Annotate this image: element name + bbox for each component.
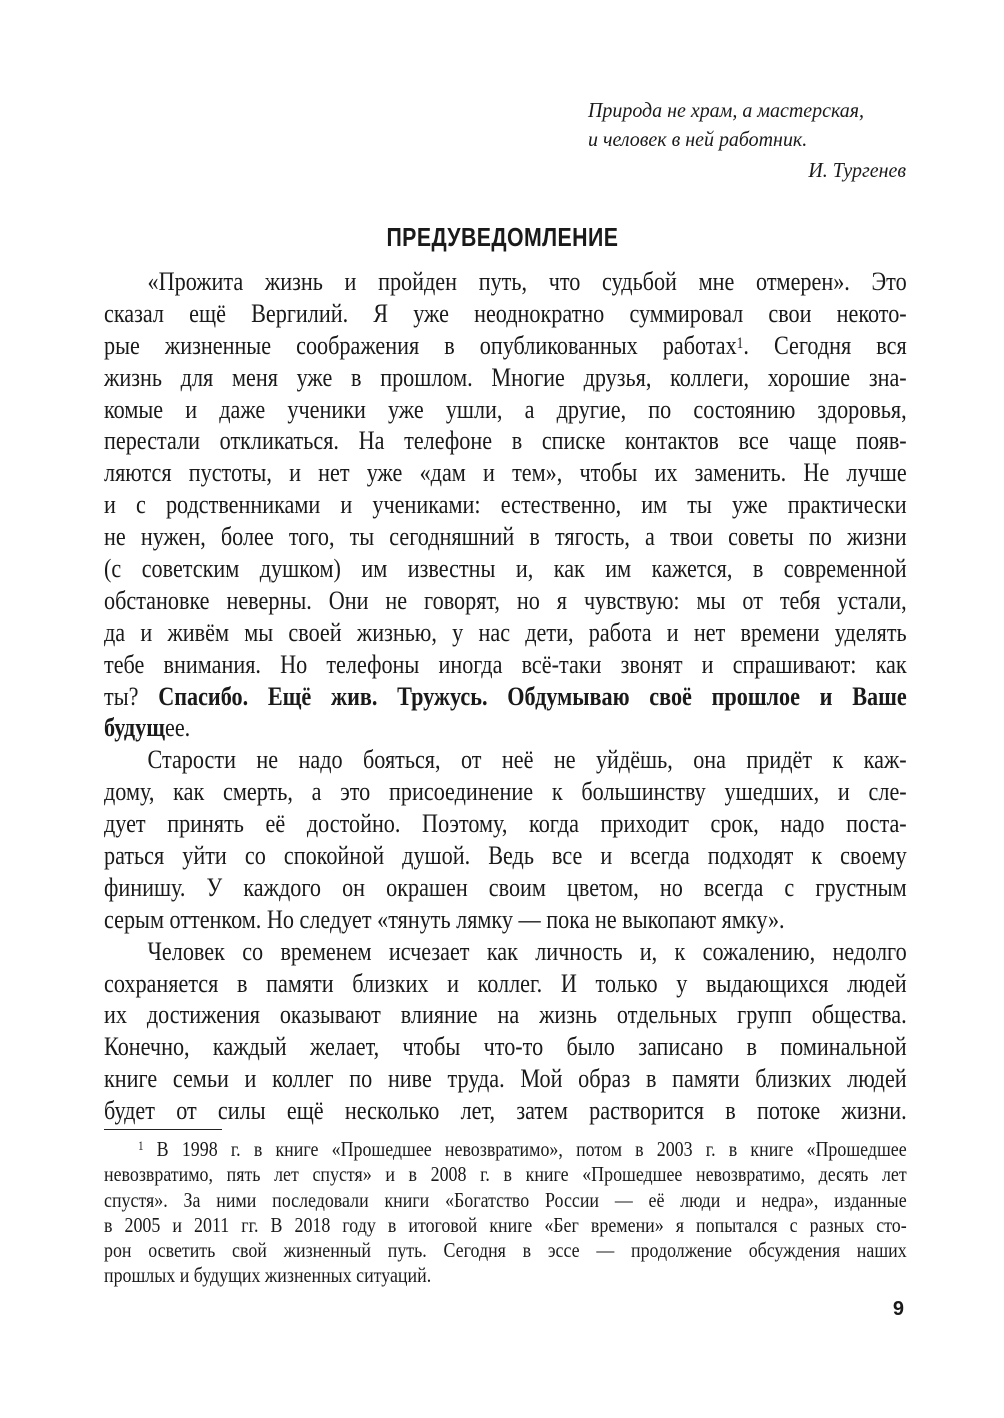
text-segment: сохраняется в памяти близких и коллег. И только у выдающихся людей bbox=[104, 968, 907, 998]
text-line bbox=[104, 617, 907, 649]
text-segment: перестали откликаться. На телефоне в списке контактов все чаще появ- bbox=[104, 426, 907, 456]
text-segment: дому, как смерть, а это присоединение к большинству ушедших, и сле- bbox=[104, 777, 907, 807]
text-line bbox=[104, 457, 907, 489]
text-line bbox=[104, 999, 907, 1031]
footnote-line bbox=[104, 1137, 907, 1162]
text-segment: сказал ещё Вергилий. Я уже неоднократно суммировал свои некото- bbox=[104, 298, 907, 328]
text-line bbox=[104, 330, 907, 362]
footnote-line bbox=[104, 1263, 907, 1288]
text-segment: в 2005 и 2011 гг. В 2018 году в итоговой книге «Бег времени» я попытался с разных сто- bbox=[104, 1212, 907, 1237]
text-line bbox=[104, 585, 907, 617]
text-segment: . Сегодня вся bbox=[743, 330, 907, 360]
text-segment: Человек со временем исчезает как личность и, к сожалению, недолго bbox=[147, 936, 907, 966]
text-line bbox=[104, 681, 907, 713]
text-segment: дует принять её достойно. Поэтому, когда приходит срок, надо поста- bbox=[104, 809, 907, 839]
text-segment: их достижения оказывают влияние на жизнь отдельных групп общества. bbox=[104, 1000, 907, 1030]
chapter-title bbox=[0, 222, 1004, 253]
text-segment: обстановке неверны. Они не говорят, но я чувствую: мы от тебя устали, bbox=[104, 585, 907, 615]
text-segment: рон осветить свой жизненный путь. Сегодня в эссе — продолжение обсуждения наших bbox=[104, 1238, 907, 1263]
text-line bbox=[104, 298, 907, 330]
text-segment: Старости не надо бояться, от неё не уйдёшь, она придёт к каж- bbox=[147, 745, 907, 775]
text-line bbox=[104, 425, 907, 457]
text-segment: серым оттенком. Но следует «тянуть лямку — пока не выкопают ямку». bbox=[104, 904, 785, 934]
text-segment: раться уйти со спокойной душой. Ведь все и всегда подходят к своему bbox=[104, 841, 907, 871]
text-line bbox=[104, 649, 907, 681]
epigraph bbox=[588, 96, 906, 185]
text-segment: будет от силы ещё несколько лет, затем растворится в потоке жизни. bbox=[104, 1096, 907, 1126]
text-line bbox=[104, 553, 907, 585]
text-line bbox=[104, 776, 907, 808]
text-segment: прошлых и будущих жизненных ситуаций. bbox=[104, 1263, 432, 1288]
text-segment: и с родственниками и учениками: естественно, им ты уже практически bbox=[104, 490, 907, 520]
text-segment: да и живём мы своей жизнью, у нас дети, работа и нет времени уделять bbox=[104, 617, 907, 647]
text-segment: комые и даже ученики уже ушли, а другие, по состоянию здоровья, bbox=[104, 394, 907, 424]
bold-text: Спасибо. Ещё жив. Тружусь. Обдумываю своё прошлое и Ваше bbox=[158, 681, 907, 711]
text-segment: «Прожита жизнь и пройден путь, что судьбой мне отмерен». Это bbox=[147, 267, 907, 296]
text-line bbox=[104, 872, 907, 904]
text-segment: (с советским душком) им известны и, как им кажется, в современной bbox=[104, 554, 907, 584]
text-segment: спустя». За ними последовали книги «Богатство России — её люди и недра», изданные bbox=[104, 1187, 907, 1212]
text-segment: рые жизненные соображения в опубликованных работах bbox=[104, 330, 737, 360]
footnote-line bbox=[104, 1188, 907, 1213]
footnote-ref: 1 bbox=[138, 1139, 144, 1153]
text-segment: ее. bbox=[164, 713, 191, 743]
footnote-ref: 1 bbox=[736, 334, 744, 352]
text-line bbox=[104, 904, 907, 936]
page-number: 9 bbox=[892, 1298, 904, 1320]
text-segment: невозвратимо, пять лет спустя» и в 2008 г. в книге «Прошедшее невозвратимо, десять лет bbox=[104, 1162, 907, 1187]
text-line bbox=[104, 840, 907, 872]
text-segment: тебе внимания. Но телефоны иногда всё-таки звонят и спрашивают: как bbox=[104, 649, 907, 679]
footnote-line bbox=[104, 1238, 907, 1263]
text-line bbox=[104, 394, 907, 426]
text-line bbox=[104, 521, 907, 553]
epigraph-author: И. Тургенев bbox=[808, 158, 906, 182]
text-line bbox=[104, 1031, 907, 1063]
text-segment: книге семьи и коллег по ниве труда. Мой образ в памяти близких людей bbox=[104, 1064, 907, 1094]
footnote-divider bbox=[104, 1129, 222, 1130]
text-segment: В 1998 г. в книге «Прошедшее невозвратимо», потом в 2003 г. в книге «Прошедшее bbox=[143, 1137, 907, 1161]
chapter-title-text: ПРЕДУВЕДОМЛЕНИЕ bbox=[386, 222, 618, 252]
footnote-line bbox=[104, 1162, 907, 1187]
text-line bbox=[104, 968, 907, 1000]
main-text bbox=[104, 266, 1004, 1127]
text-line bbox=[104, 936, 907, 968]
text-line bbox=[104, 489, 907, 521]
footnote bbox=[104, 1137, 1004, 1289]
epigraph-line: и человек в ней работник. bbox=[588, 127, 808, 151]
epigraph-line: Природа не храм, а мастерская, bbox=[588, 98, 865, 122]
footnote-line bbox=[104, 1213, 907, 1238]
text-segment: Конечно, каждый желает, чтобы что-то было записано в поминальной bbox=[104, 1032, 907, 1062]
text-line bbox=[104, 744, 907, 776]
bold-text: будущ bbox=[104, 713, 165, 743]
text-segment: жизнь для меня уже в прошлом. Многие друзья, коллеги, хорошие зна- bbox=[104, 362, 907, 392]
text-segment: ты? bbox=[104, 681, 159, 711]
text-segment: ляются пустоты, и нет уже «дам и тем», чтобы их заменить. Не лучше bbox=[104, 458, 907, 488]
text-line bbox=[104, 1095, 907, 1127]
text-segment: не нужен, более того, ты сегодняшний в тягость, а твои советы по жизни bbox=[104, 522, 907, 552]
text-segment: финишу. У каждого он окрашен своим цветом, но всегда с грустным bbox=[104, 872, 907, 902]
text-line bbox=[104, 808, 907, 840]
text-line bbox=[104, 712, 907, 744]
text-line bbox=[104, 362, 907, 394]
text-line bbox=[104, 266, 907, 298]
text-line bbox=[104, 1063, 907, 1095]
